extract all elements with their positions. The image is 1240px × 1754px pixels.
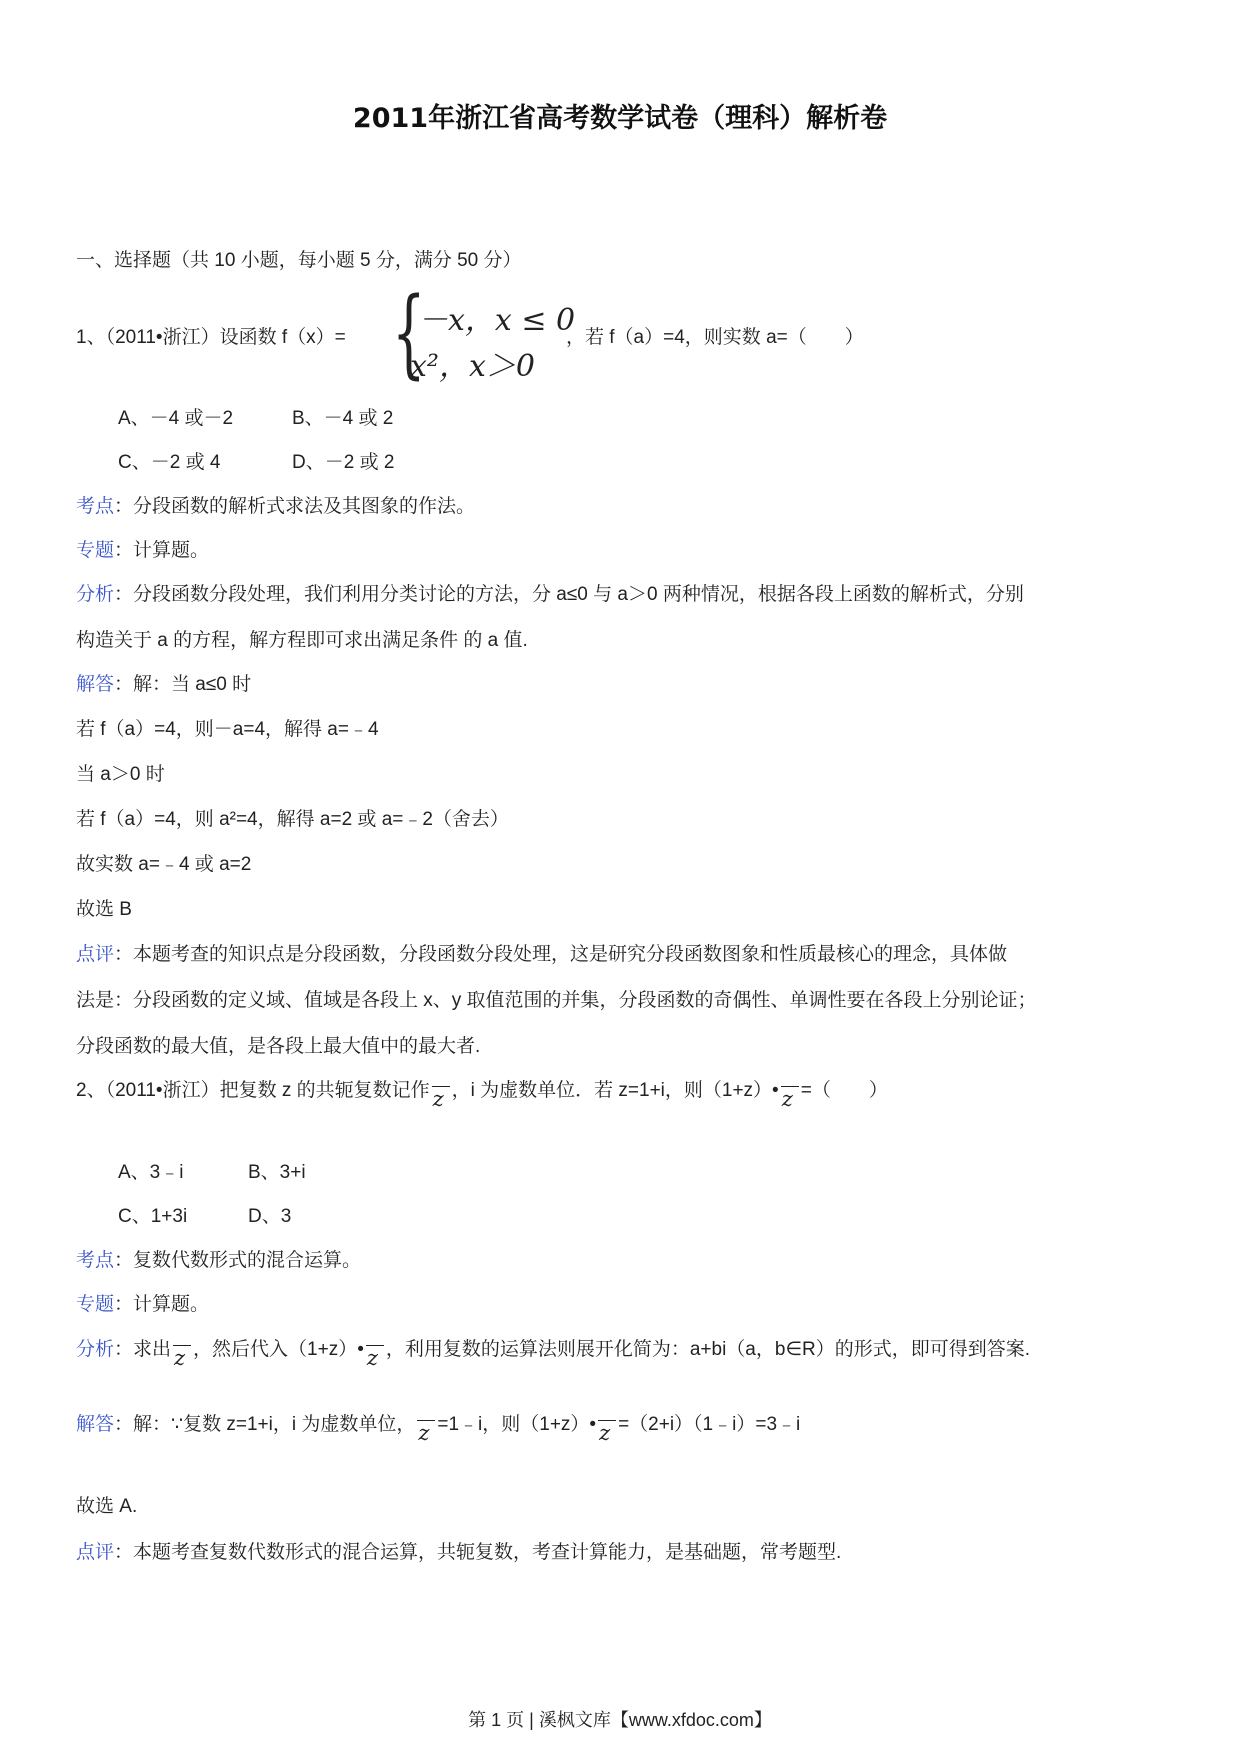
z-conjugate bbox=[596, 1414, 618, 1444]
q1-piece-1: －x，x ≤ 0 bbox=[418, 303, 576, 338]
q2-jieda-c: =（2+i）（1﹣i）=3﹣i bbox=[618, 1414, 801, 1435]
q2-kaodian-text: ：复数代数形式的混合运算。 bbox=[114, 1250, 362, 1271]
q1-kaodian bbox=[76, 494, 475, 520]
z-conjugate-symbol: z bbox=[781, 1087, 793, 1111]
dianping-label: 点评 bbox=[76, 944, 115, 965]
q2-stem-a: 2、（2011•浙江）把复数 z 的共轭复数记作 bbox=[76, 1080, 430, 1101]
z-conjugate-symbol: z bbox=[432, 1087, 444, 1111]
jieda-label: 解答 bbox=[76, 1414, 115, 1435]
q1-dianping bbox=[76, 942, 1007, 968]
q1-option-c: C、－2 或 4 bbox=[118, 452, 221, 473]
q1-option-b: B、－4 或 2 bbox=[292, 408, 394, 429]
q2-fenxi-c: ，利用复数的运算法则展开化简为：a+bi（a，b∈R）的形式，即可得到答案. bbox=[385, 1339, 1030, 1360]
q2-jieda-a: ：解：∵复数 z=1+i，i 为虚数单位， bbox=[114, 1414, 416, 1435]
page-title: 2011年浙江省高考数学试卷（理科）解析卷 bbox=[352, 103, 888, 134]
q2-jieda bbox=[76, 1412, 800, 1444]
q1-fenxi bbox=[76, 582, 1024, 608]
q1-jieda-text-6: 故选 B bbox=[76, 899, 132, 920]
q2-dianping bbox=[76, 1540, 841, 1566]
q2-stem-b: ，i 为虚数单位．若 z=1+i，则（1+z）• bbox=[451, 1080, 779, 1101]
q1-piece-2: x²，x＞0 bbox=[410, 349, 535, 384]
q1-jieda-text-4: 若 f（a）=4，则 a²=4，解得 a=2 或 a=﹣2（舍去） bbox=[76, 809, 509, 830]
z-conjugate bbox=[364, 1339, 386, 1369]
z-conjugate bbox=[171, 1339, 193, 1369]
q2-jieda-text-2: 故选 A. bbox=[76, 1496, 138, 1517]
z-conjugate-symbol: z bbox=[366, 1346, 378, 1370]
q2-kaodian bbox=[76, 1248, 361, 1274]
section-header: 一、选择题（共 10 小题，每小题 5 分，满分 50 分） bbox=[76, 250, 522, 271]
q1-fenxi-text-1: ：分段函数分段处理，我们利用分类讨论的方法，分 a≤0 与 a＞0 两种情况，根据各段上函数的解析式，分别 bbox=[114, 584, 1024, 605]
dianping-label: 点评 bbox=[76, 1542, 115, 1563]
kaodian-label: 考点 bbox=[76, 496, 115, 517]
q1-stem-before: 1、（2011•浙江）设函数 f（x）= bbox=[76, 327, 346, 348]
q1-dianping-text-3: 分段函数的最大值，是各段上最大值中的最大者. bbox=[76, 1036, 481, 1057]
q2-option-d: D、3 bbox=[248, 1206, 292, 1227]
q1-jieda-text-5: 故实数 a=﹣4 或 a=2 bbox=[76, 854, 252, 875]
q1-zhuanti-text: ：计算题。 bbox=[114, 540, 210, 561]
page-footer: 第 1 页 | 溪枫文库【www.xfdoc.com】 bbox=[468, 1710, 772, 1730]
q1-stem-after: ，若 f（a）=4，则实数 a=（ ） bbox=[566, 327, 864, 348]
jieda-label: 解答 bbox=[76, 674, 115, 695]
zhuanti-label: 专题 bbox=[76, 1294, 115, 1315]
zhuanti-label: 专题 bbox=[76, 540, 115, 561]
q1-fenxi-text-2: 构造关于 a 的方程，解方程即可求出满足条件 的 a 值. bbox=[76, 630, 528, 651]
q2-option-a: A、3﹣i bbox=[118, 1162, 184, 1183]
q1-jieda bbox=[76, 672, 251, 698]
left-brace-icon: { bbox=[392, 277, 426, 389]
q1-option-a: A、－4 或－2 bbox=[118, 408, 234, 429]
q2-option-b: B、3+i bbox=[248, 1162, 306, 1183]
q2-stem-c: =（ ） bbox=[800, 1080, 888, 1101]
z-conjugate-symbol: z bbox=[174, 1346, 186, 1370]
kaodian-label: 考点 bbox=[76, 1250, 115, 1271]
z-conjugate bbox=[779, 1080, 801, 1110]
q2-zhuanti-text: ：计算题。 bbox=[114, 1294, 210, 1315]
z-conjugate bbox=[430, 1080, 452, 1110]
q1-dianping-text-1: ：本题考查的知识点是分段函数，分段函数分段处理，这是研究分段函数图象和性质最核心的理念，具体做 bbox=[114, 944, 1008, 965]
q2-fenxi-b: ，然后代入（1+z）• bbox=[193, 1339, 364, 1360]
z-conjugate-symbol: z bbox=[418, 1421, 430, 1445]
q1-option-d: D、－2 或 2 bbox=[292, 452, 395, 473]
q2-zhuanti bbox=[76, 1292, 209, 1318]
fenxi-label: 分析 bbox=[76, 584, 115, 605]
q1-jieda-text-3: 当 a＞0 时 bbox=[76, 764, 165, 785]
q2-fenxi-a: ：求出 bbox=[114, 1339, 172, 1360]
q2-fenxi bbox=[76, 1337, 1030, 1369]
q2-option-c: C、1+3i bbox=[118, 1206, 188, 1227]
q1-jieda-text-2: 若 f（a）=4，则－a=4，解得 a=﹣4 bbox=[76, 719, 379, 740]
q2-dianping-text: ：本题考查复数代数形式的混合运算，共轭复数，考查计算能力，是基础题，常考题型. bbox=[114, 1542, 842, 1563]
q1-kaodian-text: ：分段函数的解析式求法及其图象的作法。 bbox=[114, 496, 476, 517]
fenxi-label: 分析 bbox=[76, 1339, 115, 1360]
z-conjugate bbox=[415, 1414, 437, 1444]
q2-jieda-b: =1﹣i，则（1+z）• bbox=[437, 1414, 597, 1435]
q1-piecewise-formula bbox=[392, 277, 576, 389]
q1-zhuanti bbox=[76, 538, 209, 564]
q2-stem bbox=[76, 1078, 888, 1110]
q1-jieda-text-1: ：解：当 a≤0 时 bbox=[114, 674, 252, 695]
q1-dianping-text-2: 法是：分段函数的定义域、值域是各段上 x、y 取值范围的并集，分段函数的奇偶性、单调性要在各段上分别论证； bbox=[76, 990, 1037, 1011]
z-conjugate-symbol: z bbox=[599, 1421, 611, 1445]
